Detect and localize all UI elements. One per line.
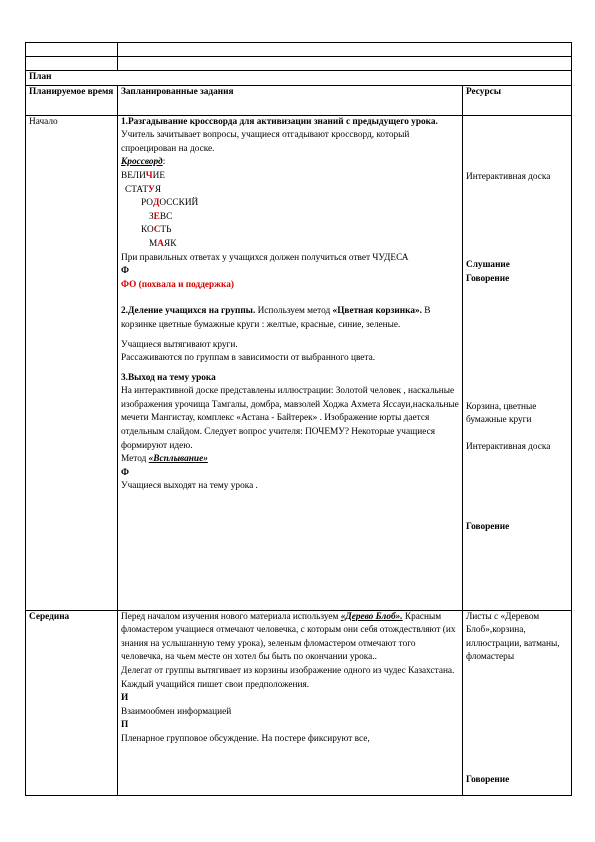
column-header-resources: Ресурсы xyxy=(463,85,572,115)
crossword-word: ВЕЛИЧИЕ xyxy=(121,170,166,181)
tasks-start xyxy=(118,115,463,610)
middle-text3: Пленарное групповое обсуждение. На постере фиксируют все, xyxy=(121,733,370,744)
plan-row xyxy=(26,71,572,86)
section-start-row xyxy=(26,115,572,610)
task3-end: Учащиеся выходят на тему урока . xyxy=(121,481,258,492)
fo-text: ФО (похвала и поддержка) xyxy=(121,279,234,290)
plan-label: План xyxy=(26,71,572,86)
column-header-time: Планируемое время xyxy=(26,85,118,115)
column-header-row xyxy=(26,85,572,115)
header-cell xyxy=(26,43,118,57)
middle-text2: Делегат от группы вытягивает из корзины изображение одного из чудес Казахстана. Каждый учащийся пишет свои предположения. xyxy=(121,665,455,690)
header-row-1 xyxy=(26,43,572,57)
tasks-middle xyxy=(118,610,463,795)
crossword-word: МАЯК xyxy=(149,238,177,249)
resource-item: Интерактивная доска xyxy=(466,171,551,182)
task1-text: Учитель зачитывает вопросы, учащиеся отгадывают кроссворд, который спроецирован на доске. xyxy=(121,130,410,154)
task3-text: На интерактивной доске представлены иллюстрации: Золотой человек , наскальные изображения урочища Тамгалы, домбра, мавзолей Ходжа Ахмета Яссауи,наскальные мечети Мангистау, комплекс «Астана - Байтерек» . Изображение юрты дается отдельным слайдом. Следует вопрос учителя: ПОЧЕМУ? Некоторые учащиеся формируют идею. xyxy=(121,386,459,451)
task3-method: Метод «Всплывание» xyxy=(121,454,208,465)
crossword-heading: Кроссворд: xyxy=(121,157,166,168)
resources-start xyxy=(463,115,572,610)
middle-paragraph: Перед началом изучения нового материала используем «Дерево Блоб». Красным фломастером учащиеся отмечают человечка, с которым они себя отождествляют (их знания на услышанную тему урока), зеленым фломастером отмечают того человечка, на чьем месте он хотел бы быть по окончании урока.. xyxy=(121,611,456,663)
mark-p: П xyxy=(121,720,129,731)
lesson-plan-table xyxy=(25,42,572,796)
header-row-2 xyxy=(26,57,572,71)
mark-i: И xyxy=(121,693,129,704)
resource-item: Интерактивная доска xyxy=(466,441,551,452)
resource-item: Говорение xyxy=(466,273,510,284)
mark-f: Ф xyxy=(121,266,129,277)
header-cell xyxy=(118,57,572,71)
crossword-word: КОСТЬ xyxy=(141,225,172,236)
task3-title: 3.Выход на тему урока xyxy=(121,372,216,383)
stage-middle: Середина xyxy=(26,610,118,795)
exchange-text: Взаимообмен информацией xyxy=(121,706,232,717)
resources-middle xyxy=(463,610,572,795)
header-cell xyxy=(26,57,118,71)
section-middle-row xyxy=(26,610,572,795)
resource-item: Слушание xyxy=(466,259,510,270)
header-cell xyxy=(118,43,572,57)
stage-start: Начало xyxy=(26,115,118,610)
task2-text3: Рассаживаются по группам в зависимости от выбранного цвета. xyxy=(121,353,376,364)
column-header-tasks: Запланированные задания xyxy=(118,85,463,115)
crossword-label: Кроссворд xyxy=(121,157,163,168)
crossword-word: РОДОССКИЙ xyxy=(141,198,199,209)
task2-text2: Учащиеся вытягивают круги. xyxy=(121,339,238,350)
mark-f-2: Ф xyxy=(121,467,129,478)
crossword-word: ЗЕВС xyxy=(149,211,173,222)
crossword-word: СТАТУЯ xyxy=(125,184,162,195)
resource-item: Корзина, цветные бумажные круги xyxy=(466,401,537,426)
resource-item: Говорение xyxy=(466,521,510,532)
resource-item: Говорение xyxy=(466,774,510,785)
answer-text: При правильных ответах у учащихся должен получиться ответ ЧУДЕСА xyxy=(121,252,409,263)
resource-item: Листы с «Деревом Блоб»,корзина, иллюстрации, ватманы, фломастеры xyxy=(466,611,560,663)
task1-title: 1.Разгадывание кроссворда для активизации знаний с предыдущего урока. xyxy=(121,116,438,127)
task2-paragraph: 2.Деление учащихся на группы. Используем метод «Цветная корзинка». В корзинке цветные бумажные круги : желтые, красные, синие, зеленые. xyxy=(121,306,431,330)
